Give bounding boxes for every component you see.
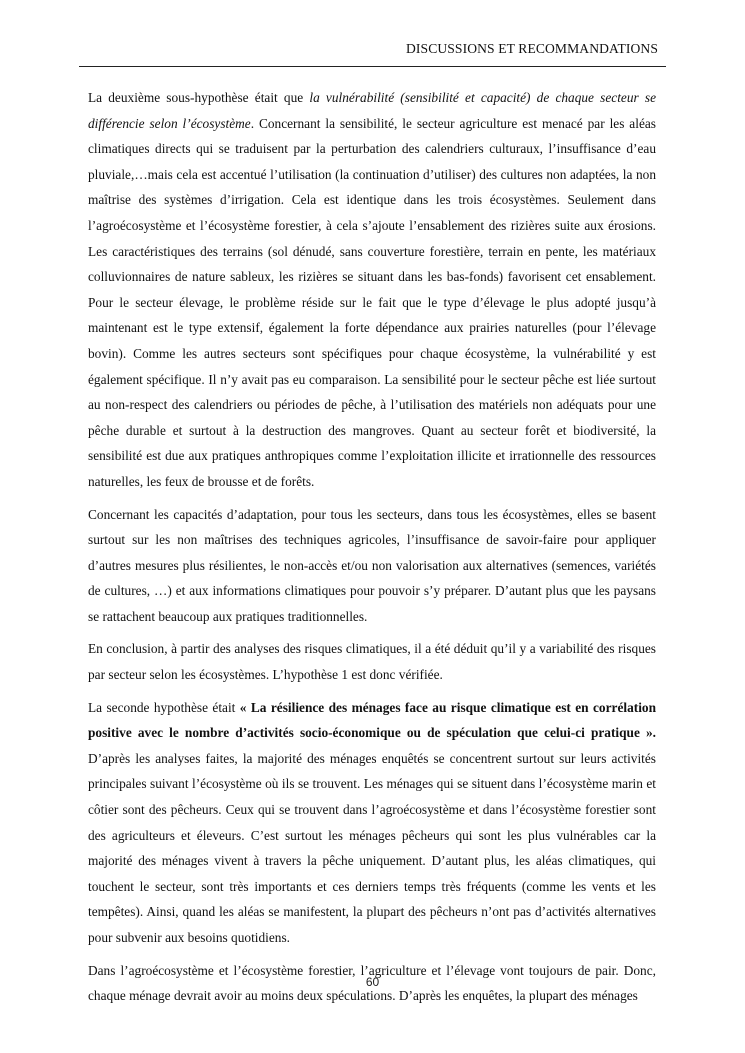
paragraph-1 xyxy=(88,85,656,495)
paragraph-1-body: . Concernant la sensibilité, le secteur agriculture est menacé par les aléas climatiques directs qui se traduisent par la perturbation des calendriers culturaux, l’insuffisance d’eau pluviale,…mais cela est accentué l’utilisation (la continuation d’utiliser) des cultures non adaptées, la non maîtrise des systèmes d’irrigation. Cela est identique dans les trois écosystèmes. Seulement dans l’agroécosystème et l’écosystème forestier, à cela s’ajoute l’ensablement des rizières suite aux érosions. Les caractéristiques des terrains (sol dénudé, sans couverture forestière, terrain en pente, les matériaux colluvionnaires de nature sableux, les rizières se situant dans les bas-fonds) favorisent cet ensablement. Pour le secteur élevage, le problème réside sur le fait que le type d’élevage le plus adopté jusqu’à maintenant est le type extensif, également la forte dépendance aux prairies naturelles (pour l’élevage bovin). Comme les autres secteurs sont spécifiques pour chaque écosystème, la vulnérabilité y est également spécifique. Il n’y avait pas eu comparaison. La sensibilité pour le secteur pêche est liée surtout au non-respect des calendriers ou périodes de pêche, à l’utilisation des matériels non adéquats pour une pêche durable et surtout à la destruction des mangroves. Quant au secteur forêt et biodiversité, la sensibilité est due aux pratiques anthropiques comme l’exploitation illicite et irrationnelle des ressources naturelles, les feux de brousse et de forêts. xyxy=(88,115,656,489)
paragraph-4-intro: La seconde hypothèse était xyxy=(88,699,240,715)
running-header: DISCUSSIONS ET RECOMMANDATIONS xyxy=(405,41,658,56)
paragraph-1-intro: La deuxième sous-hypothèse était que xyxy=(88,90,310,105)
header-rule xyxy=(79,66,666,67)
paragraph-3: En conclusion, à partir des analyses des risques climatiques, il a été déduit qu’il y a variabilité des risques par secteur selon les écosystèmes. L’hypothèse 1 est donc vérifiée. xyxy=(88,641,656,683)
paragraph-4 xyxy=(88,695,656,951)
paragraph-4-body: D’après les analyses faites, la majorité des ménages enquêtés se concentrent surtout sur leurs activités principales suivant l’écosystème où ils se trouvent. Les ménages qui se situent dans l’écosystème marin et côtier sont des pêcheurs. Ceux qui se trouvent dans l’agroécosystème et dans l’écosystème forestier sont des agriculteurs et éleveurs. C’est surtout les ménages pêcheurs qui sont les plus vulnérables car la majorité des ménages vivent à travers la pêche uniquement. D’autant plus, les aléas climatiques, qui touchent le secteur, sont très importants et ces derniers temps très fréquents (comme les vents et les tempêtes). Ainsi, quand les aléas se manifestent, la plupart des pêcheurs n’ont pas d’activités alternatives pour subvenir aux besoins quotidiens. xyxy=(88,750,656,945)
paragraph-2: Concernant les capacités d’adaptation, pour tous les secteurs, dans tous les écosystèmes, elles se basent surtout sur les non maîtrises des techniques agricoles, l’insuffisance de savoir-faire pour appliquer d’autres mesures plus résilientes, le non-accès et/ou non valorisation aux alternatives (semences, variétés de cultures, …) et aux informations climatiques pour pouvoir s’y préparer. D’autant plus que les paysans se rattachent beaucoup aux pratiques traditionnelles. xyxy=(88,506,656,624)
paragraph-4-bold: « La résilience des ménages face au risque climatique est en corrélation positive avec le nombre d’activités socio-économique ou de spéculation que celui-ci pratique ». xyxy=(88,699,656,741)
paragraph-1-italic: la vulnérabilité (sensibilité et capacité) de chaque secteur se différencie selon l’écosystème xyxy=(88,90,656,131)
body-text xyxy=(88,85,656,1016)
paragraph-5: Dans l’agroécosystème et l’écosystème forestier, l’agriculture et l’élevage vont toujours de pair. Donc, chaque ménage devrait avoir au moins deux spéculations. D’après les enquêtes, la plupart des ménages xyxy=(88,962,656,1004)
page-number: 60 xyxy=(365,975,380,989)
